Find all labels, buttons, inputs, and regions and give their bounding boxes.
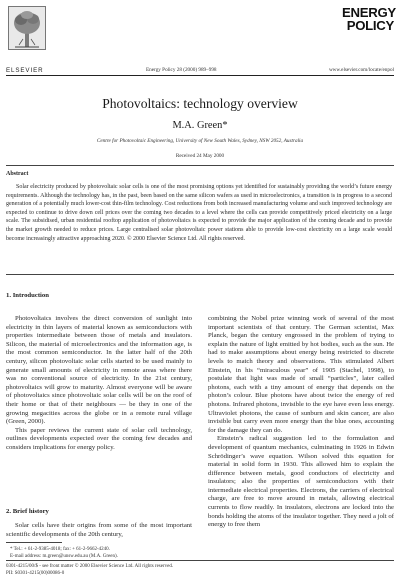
paper-title: Photovoltaics: technology overview bbox=[102, 96, 298, 111]
abstract-heading: Abstract bbox=[6, 171, 29, 177]
journal-title-line1: ENERGY bbox=[342, 5, 396, 20]
footnote bbox=[10, 546, 118, 560]
issn-line: 0301-4215/00/$ - see front matter © 2000 Elsevier Science Ltd. All rights reserved. bbox=[6, 564, 174, 569]
journal-title bbox=[342, 6, 394, 32]
footnote-divider bbox=[6, 542, 62, 543]
intro-paragraph-2: This paper reviews the current state of solar cell technology, outlines developments expected over the coming few decades and considers implications for energy policy. bbox=[6, 426, 192, 451]
header-divider bbox=[6, 75, 394, 76]
footnote-contact: * Tel.: + 61-2-9385-4018; fax: + 61-2-9662-4240. bbox=[10, 547, 110, 552]
author-name: M.A. Green* bbox=[172, 120, 228, 131]
journal-reference: Energy Policy 28 (2000) 989–998 bbox=[146, 67, 217, 73]
tree-icon bbox=[9, 7, 45, 49]
journal-title-line2: POLICY bbox=[346, 18, 394, 33]
pii-line: PII: S0301-4215(00)00086-0 bbox=[6, 571, 65, 577]
left-column bbox=[6, 315, 192, 453]
section-heading-brief-history: 2. Brief history bbox=[6, 508, 49, 515]
journal-url[interactable]: www.elsevier.com/locate/enpol bbox=[328, 67, 394, 73]
received-date: Received 24 May 2000 bbox=[175, 153, 225, 159]
history-paragraph-1: Solar cells have their origins from some of the most important scientific developments of the 20th century, bbox=[6, 522, 192, 538]
title-divider bbox=[6, 165, 394, 166]
abstract-text: Solar electricity produced by photovoltaic solar cells is one of the most promising options yet identified for sustainably providing the world’s future energy requirements. Although the technology has, in the past, been based on the same silicon wafers as used in microelectronics, a transition is in progress to a second generation of a potentially much lower-cost thin-film technology. Cost reductions from both increased manufacturing volume and such improved technology are expected to continue to drive down cell prices over the coming two decades to a level where the cells can provide competitively priced electricity on a large scale. The subsidised, urban residential rooftop application of photovoltaics is expected to provide the major application of the coming decade and to provide the market growth needed to reduce prices. Large centralised solar photovoltaic power stations able to provide low-cost electricity on a large scale would become increasingly attractive approaching 2020. © 2000 Elsevier Science Ltd. All rights reserved. bbox=[6, 184, 392, 242]
abstract-divider bbox=[6, 274, 394, 275]
history-column bbox=[6, 522, 192, 539]
right-column bbox=[208, 315, 394, 530]
issn-block bbox=[6, 563, 173, 577]
right-paragraph-1: combining the Nobel prize winning work of several of the most important scientists of that century. The German scientist, Max Planck, began the century engrossed in the problem of trying to explain the nature of light emitted by hot bodies, such as the sun. He had to make assumptions about energy being restricted to discrete levels to match theory and observations. This stimulated Albert Einstein, in his “miraculous year” of 1905 (Stachel, 1998), to postulate that light was made of small “particles”, later called photons, each with a tiny amount of energy that depends on the photon’s colour. Blue photons have about twice the energy of red photons. Infrared photons, invisible to the eye have even less energy. Ultraviolet photons, the cause of sunburn and skin cancer, are also invisible but carry even more energy than the blue ones, accounting for the damage they can do. bbox=[208, 315, 394, 434]
bottom-divider bbox=[6, 560, 394, 561]
author-affiliation: Centre for Photovoltaic Engineering, University of New South Wales, Sydney, NSW 2052, Australia bbox=[96, 138, 304, 144]
footnote-email[interactable]: E-mail address: m.green@unsw.edu.au (M.A. Green). bbox=[10, 554, 118, 559]
section-heading-introduction: 1. Introduction bbox=[6, 292, 49, 299]
right-paragraph-2: Einstein’s radical suggestion led to the formulation and development of quantum mechanics, culminating in 1926 in Edwin Schrödinger’s wave equation. Wilson solved this equation for material in solid form in 1930. This allowed him to explain the difference between metals, good conductors of electricity and insulators; also the properties of semiconductors with their intermediate electrical properties. Electrons, the carriers of electrical charge, are free to move around in metals, allowing electrical currents to flow readily. In insulators, electrons are locked into the bonds holding the atoms of the insulator together. They need a jolt of energy to free them bbox=[208, 435, 394, 529]
intro-paragraph-1: Photovoltaics involves the direct conversion of sunlight into electricity in thin layers of material known as semiconductors with properties intermediate between those of metals and insulators. Silicon, the material of microelectronics and the information age, is the most common semiconductor. In the latter half of the 20th century, silicon photovoltaic solar cells started to be used mainly to generate small amounts of electricity in remote areas where there was no conventional source of electricity. In the 21st century, photovoltaics will grow to maturity. Almost everyone will be aware of photovoltaics since photovoltaic solar cells will be on the roof of their home or that of their neighbours — be they in one of the growing megacities across the globe or in a remote rural village (Green, 2000). bbox=[6, 315, 192, 426]
elsevier-tree-logo bbox=[8, 6, 46, 50]
publisher-name: ELSEVIER bbox=[6, 67, 44, 74]
